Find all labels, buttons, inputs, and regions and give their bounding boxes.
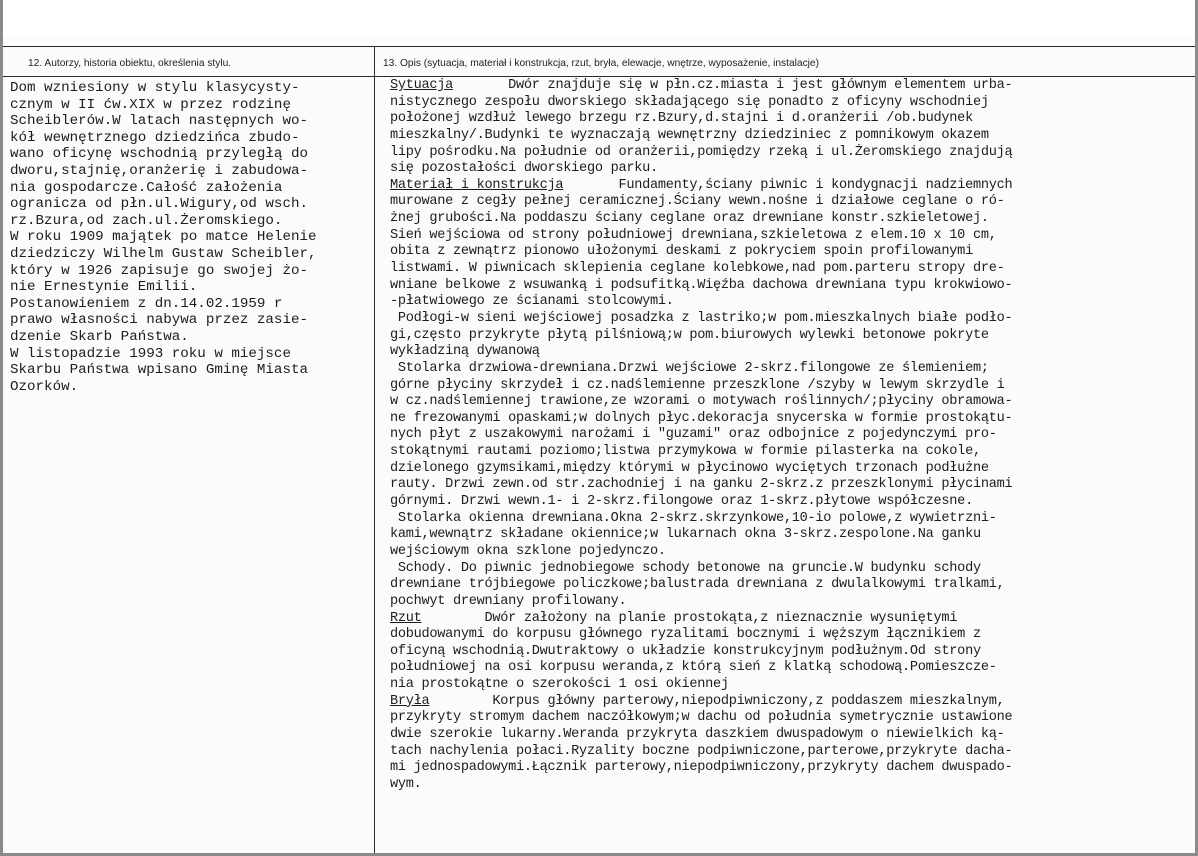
description-line xyxy=(390,228,1012,245)
history-text-column xyxy=(10,80,317,395)
description-text: położonej wzdłuż lewego brzegu rz.Bzury,d.stajni i d.oranżerii /ob.budynek xyxy=(390,111,973,127)
description-line xyxy=(390,710,1012,727)
description-text: murowane z cegły pełnej ceramicznej.Ściany wewn.nośne i działowe ceglane o ró- xyxy=(390,194,1005,210)
description-text: dwie szerokie lukarny.Weranda przykryta daszkiem dwuspadowym o niewielkich ką- xyxy=(390,726,1005,742)
description-text: -płatwiowego ze ścianami stolcowymi. xyxy=(390,294,674,310)
section-heading: Sytuacja xyxy=(390,78,454,93)
description-line xyxy=(390,294,1012,311)
description-line xyxy=(390,494,1012,511)
left-border xyxy=(0,0,3,856)
history-line: ogranicza od płn.ul.Wigury,od wsch. xyxy=(10,196,308,213)
description-text: dzielonego gzymsikami,między którymi w płycinowo wyciętych trzonach podłużne xyxy=(390,460,989,476)
description-line xyxy=(390,660,1012,677)
description-text: żnej grubości.Na poddaszu ściany ceglane oraz drewniane konstr.szkieletowej. xyxy=(390,211,989,227)
left-column-heading: 12. Autorzy, historia obiektu, określenia stylu. xyxy=(28,58,232,69)
history-line: Ozorków. xyxy=(10,378,79,395)
description-text: Stolarka okienna drewniana.Okna 2-skrz.skrzynkowe,10-io polowe,z wywietrzni- xyxy=(390,510,997,526)
description-line xyxy=(390,727,1012,744)
description-text: rauty. Drzwi zewn.od str.zachodniej i na ganku 2-skrz.z przeszklonymi płycinami xyxy=(390,477,1013,493)
description-text: w cz.nadślemiennej trawione,ze wzorami o motywach roślinnych/;płyciny obramowa- xyxy=(390,394,1013,410)
description-line xyxy=(390,577,1012,594)
description-line xyxy=(390,95,1012,112)
description-text: południowej na osi korpusu weranda,z którą sień z klatką schodową.Pomieszcze- xyxy=(390,660,997,676)
description-line xyxy=(390,394,1012,411)
description-text: drewniane trójbiegowe policzkowe;balustrada drewniana z dwulalkowymi tralkami, xyxy=(390,577,1005,593)
description-line xyxy=(390,427,1012,444)
description-line xyxy=(390,78,1012,95)
description-text: Korpus główny parterowy,niepodpiwniczony,z poddaszem mieszkalnym, xyxy=(429,693,1005,709)
description-text: wniane belkowe z wsuwanką i podsufitką.Więźba dachowa drewniana typu krokwiowo- xyxy=(390,277,1013,293)
section-heading: Bryła xyxy=(390,693,430,709)
description-line xyxy=(390,760,1012,777)
right-column-heading: 13. Opis (sytuacja, materiał i konstrukcja, rzut, bryła, elewacje, wnętrze, wyposażenie, instalacje) xyxy=(383,58,819,69)
description-text: kami,wewnątrz składane okiennice;w lukarnach okna 3-skrz.zespolone.Na ganku xyxy=(390,527,981,543)
description-text: listwami. W piwnicach sklepienia ceglane kolebkowe,nad pom.parteru stropy dre- xyxy=(390,261,1005,277)
description-text: wejściowym okna szklone pojedynczo. xyxy=(390,543,666,559)
history-line: Postanowieniem z dn.14.02.1959 r xyxy=(10,295,283,312)
header-top-rule xyxy=(3,46,1195,47)
description-line xyxy=(390,561,1012,578)
description-text: stokątnymi rautami poziomo;listwa przymykowa w formie pilasterka na cokole, xyxy=(390,444,981,460)
description-line xyxy=(390,477,1012,494)
description-text: nistycznego zespołu dworskiego składającego się ponadto z oficyny wschodniej xyxy=(390,94,989,110)
section-heading: Materiał i konstrukcja xyxy=(390,177,564,193)
history-line: kół wewnętrznego dziedzińca zbudo- xyxy=(10,129,300,146)
description-text-column xyxy=(390,78,1012,794)
description-line xyxy=(390,178,1012,195)
description-line xyxy=(390,278,1012,295)
history-line: wano oficynę wschodnią przyległą do xyxy=(10,146,308,163)
history-line: Dom wzniesiony w stylu klasycysty- xyxy=(10,80,300,96)
description-text: obita z zewnątrz pionowo ułożonymi deskami z pokryciem spoin profilowanymi xyxy=(390,244,973,260)
description-line xyxy=(390,361,1012,378)
history-line: W roku 1909 majątek po matce Helenie xyxy=(10,229,317,246)
description-text: tach nachylenia połaci.Ryzality boczne podpiwniczone,parterowe,przykryte dacha- xyxy=(390,743,1013,759)
description-line xyxy=(390,344,1012,361)
description-text: oficyną wschodnią.Dwutraktowy o układzie konstrukcyjnym podłużnym.Od strony xyxy=(390,643,981,659)
description-line xyxy=(390,378,1012,395)
description-line xyxy=(390,694,1012,711)
history-line: Skarbu Państwa wpisano Gminę Miasta xyxy=(10,362,308,379)
description-line xyxy=(390,411,1012,428)
description-line xyxy=(390,644,1012,661)
description-text: Schody. Do piwnic jednobiegowe schody betonowe na gruncie.W budynku schody xyxy=(390,560,981,576)
description-line xyxy=(390,511,1012,528)
description-text: przykryty stromym dachem naczółkowym;w dachu od południa symetrycznie ustawione xyxy=(390,710,1013,726)
history-line: dzenie Skarb Państwa. xyxy=(10,328,189,345)
description-line xyxy=(390,461,1012,478)
description-text: Dwór znajduje się w płn.cz.miasta i jest głównym elementem urba- xyxy=(453,78,1013,93)
description-text: Sień wejściowa od strony południowej drewniana,szkieletowa z elem.10 x 10 cm, xyxy=(390,227,997,243)
history-line: cznym w II ćw.XIX w przez rodzinę xyxy=(10,96,291,113)
description-line xyxy=(390,594,1012,611)
description-text: nia prostokątne o szerokości 1 osi okiennej xyxy=(390,677,729,693)
description-line xyxy=(390,244,1012,261)
description-text: nych płyt z uszakowymi narożami i "guzami" oraz odbojnice z pojedynczymi pro- xyxy=(390,427,997,443)
description-line xyxy=(390,744,1012,761)
description-text: mi jednospadowymi.Łącznik parterowy,niepodpiwniczony,przykryty dachem dwuspado- xyxy=(390,760,1013,776)
description-line xyxy=(390,611,1012,628)
history-line: Scheiblerów.W latach następnych wo- xyxy=(10,113,308,130)
description-line xyxy=(390,311,1012,328)
description-line xyxy=(390,444,1012,461)
history-line: nia gospodarcze.Całość założenia xyxy=(10,179,283,196)
description-line xyxy=(390,194,1012,211)
history-line: dziedziczy Wilhelm Gustaw Scheibler, xyxy=(10,245,317,262)
header-bottom-rule xyxy=(3,76,1195,77)
description-text: ne frezowanymi opaskami;w dolnych płyc.dekoracja snycerska w formie prostokątu- xyxy=(390,410,1013,426)
description-line xyxy=(390,677,1012,694)
description-text: wym. xyxy=(390,776,422,792)
column-divider xyxy=(374,46,375,853)
description-line xyxy=(390,527,1012,544)
history-line: który w 1926 zapisuje go swojej żo- xyxy=(10,262,308,279)
top-margin xyxy=(0,0,1198,36)
description-text: Stolarka drzwiowa-drewniana.Drzwi wejściowe 2-skrz.filongowe ze ślemieniem; xyxy=(390,360,989,376)
description-text: mieszkalny/.Budynki te wyznaczają wewnętrzny dziedziniec z pomnikowym okazem xyxy=(390,127,989,143)
history-line: nie Ernestynie Emilii. xyxy=(10,279,198,296)
description-line xyxy=(390,161,1012,178)
description-text: wykładziną dywanową xyxy=(390,344,540,360)
section-heading: Rzut xyxy=(390,610,422,626)
description-text: lipy pośrodku.Na południe od oranżerii,pomiędzy rzeką i ul.Żeromskiego znajdują xyxy=(390,144,1013,160)
history-line: dworu,stajnię,oranżerię i zabudowa- xyxy=(10,162,308,179)
description-text: górnymi. Drzwi wewn.1- i 2-skrz.filongowe oraz 1-skrz.płytowe współczesne. xyxy=(390,494,973,510)
description-text: Fundamenty,ściany piwnic i kondygnacji nadziemnych xyxy=(563,177,1013,193)
description-line xyxy=(390,627,1012,644)
description-line xyxy=(390,261,1012,278)
description-text: dobudowanymi do korpusu głównego ryzalitami bocznymi i węższym łącznikiem z xyxy=(390,627,981,643)
description-text: górne płyciny skrzydeł i cz.nadślemienne przeszklone /szyby w lewym skrzydle i xyxy=(390,377,1005,393)
description-text: pochwyt drewniany profilowany. xyxy=(390,593,627,609)
description-line xyxy=(390,544,1012,561)
description-line xyxy=(390,145,1012,162)
description-text: Dwór założony na planie prostokąta,z nieznacznie wysuniętymi xyxy=(421,610,958,626)
description-text: Podłogi-w sieni wejściowej posadzka z lastriko;w pom.mieszkalnych białe podło- xyxy=(390,310,1013,326)
history-line: rz.Bzura,od zach.ul.Żeromskiego. xyxy=(10,212,283,229)
history-line: W listopadzie 1993 roku w miejsce xyxy=(10,345,291,362)
description-text: się pozostałości dworskiego parku. xyxy=(390,161,658,177)
description-line xyxy=(390,128,1012,145)
description-line xyxy=(390,328,1012,345)
description-line xyxy=(390,111,1012,128)
description-line xyxy=(390,211,1012,228)
description-line xyxy=(390,777,1012,794)
history-line: prawo własności nabywa przez zasie- xyxy=(10,312,308,329)
description-text: gi,często przykryte płytą pilśniową;w pom.biurowych wylewki betonowe pokryte xyxy=(390,327,989,343)
